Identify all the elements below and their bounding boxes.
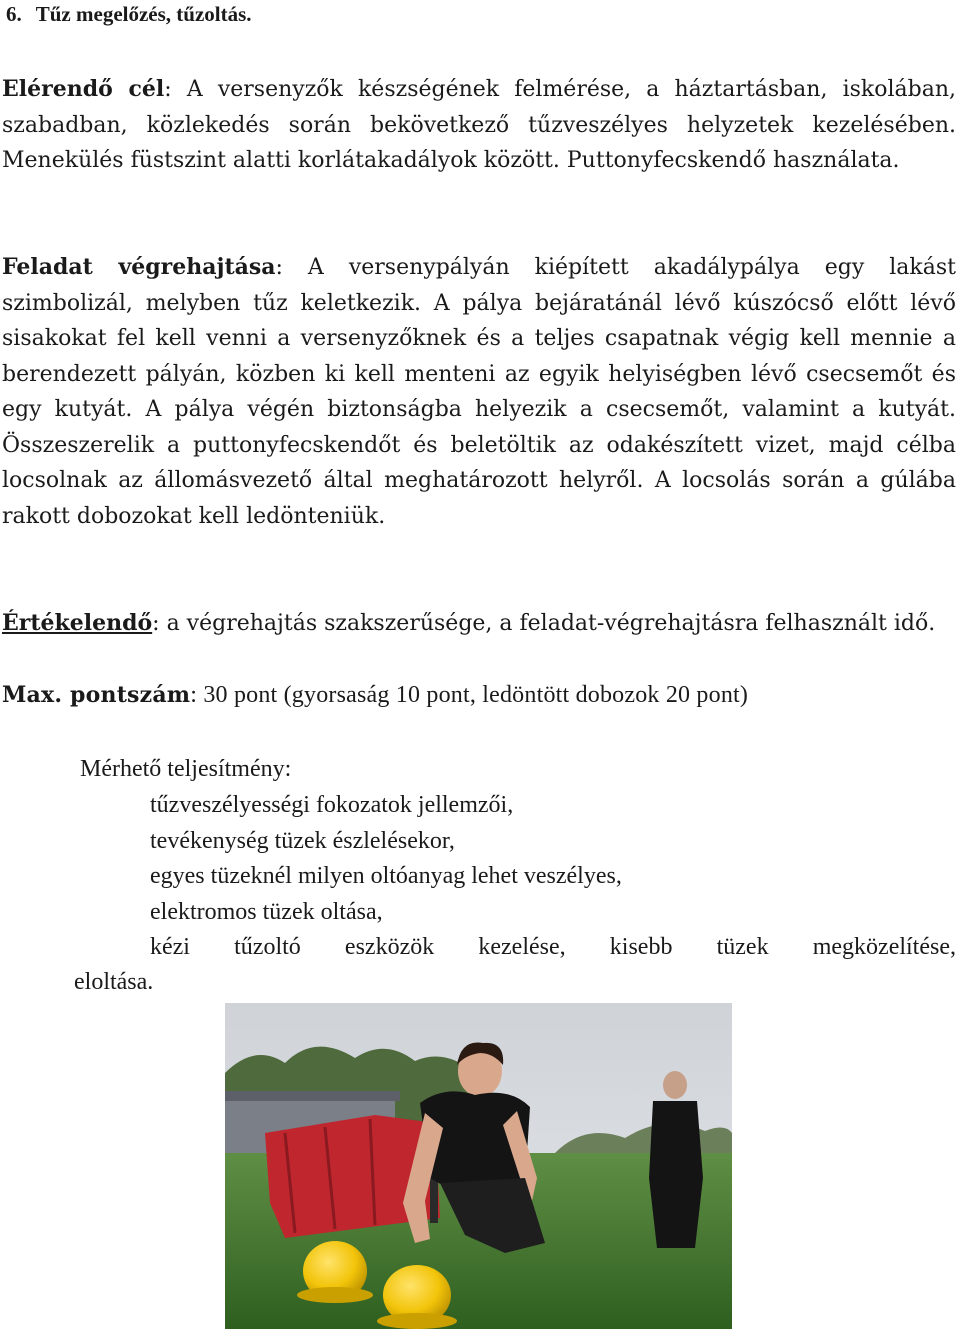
helmet-right-brim [377, 1313, 457, 1329]
photo-illustration [225, 1003, 732, 1329]
measurable-item: elektromos tüzek oltása, [150, 898, 383, 925]
measurable-tail: eloltása. [74, 969, 154, 995]
measurable-item: egyes tüzeknél milyen oltóanyag lehet veszélyes, [150, 863, 622, 889]
task-paragraph [2, 250, 956, 534]
measurable-list [150, 788, 956, 966]
task-text: : A versenypályán kiépített akadálypálya egy lakást szimbolizál, melyben tűz keletkezik. A pálya bejáratánál lévő kúszócső előtt lévő sisakokat fel kell venni a versenyzőknek és a teljes csapatnak végig kell mennie a berendezett pályán, közben ki kell menteni az egyik helyiségben lévő csecsemőt és egy kutyát. A pálya végén biztonságba helyezik a csecsemőt, valamint a kutyát. Összeszerelik a puttonyfecskendőt és beletöltik az odakészített vizet, majd célba locsolnak az állomásvezető által meghatározott helyről. A locsolás során a gúlába rakott dobozokat kell ledönteniük. [2, 255, 956, 529]
evaluation-label: Értékelendő [2, 610, 153, 636]
section-title: Tűz megelőzés, tűzoltás. [35, 2, 252, 26]
evaluation-text: : a végrehajtás szakszerűsége, a feladat-végrehajtásra felhasznált idő. [152, 611, 936, 636]
grandstand-roof [225, 1091, 400, 1101]
section-number: 6. [6, 2, 22, 26]
firefighting-competition-photo [225, 1003, 732, 1329]
measurable-item: tűzveszélyességi fokozatok jellemzői, [150, 792, 514, 818]
max-points-text: : 30 pont (gyorsaság 10 pont, ledöntött dobozok 20 pont) [190, 682, 749, 708]
measurable-item: tevékenység tüzek észlelésekor, [150, 827, 455, 854]
max-points-paragraph [2, 678, 956, 714]
measurable-item: kézi tűzoltó eszközök kezelése, kisebb tüzek megközelítése, [150, 934, 956, 960]
goal-text: : A versenyzők készségének felmérése, a háztartásban, iskolában, szabadban, közlekedés során bekövetkező tűzveszélyes helyzetek kezelésében. Menekülés füstszint alatti korlátakadályok között. Puttonyfecskendő használata. [2, 77, 956, 173]
bg-person-body [649, 1101, 703, 1248]
section-heading [6, 0, 252, 28]
bg-person-head [663, 1071, 687, 1099]
goal-label: Elérendő cél [2, 76, 165, 102]
evaluation-paragraph [2, 606, 956, 642]
task-label: Feladat végrehajtása [2, 254, 276, 280]
measurable-title: Mérhető teljesítmény: [80, 756, 292, 782]
helmet-left-brim [297, 1287, 373, 1303]
max-points-label: Max. pontszám [2, 682, 191, 708]
goal-paragraph [2, 72, 956, 179]
